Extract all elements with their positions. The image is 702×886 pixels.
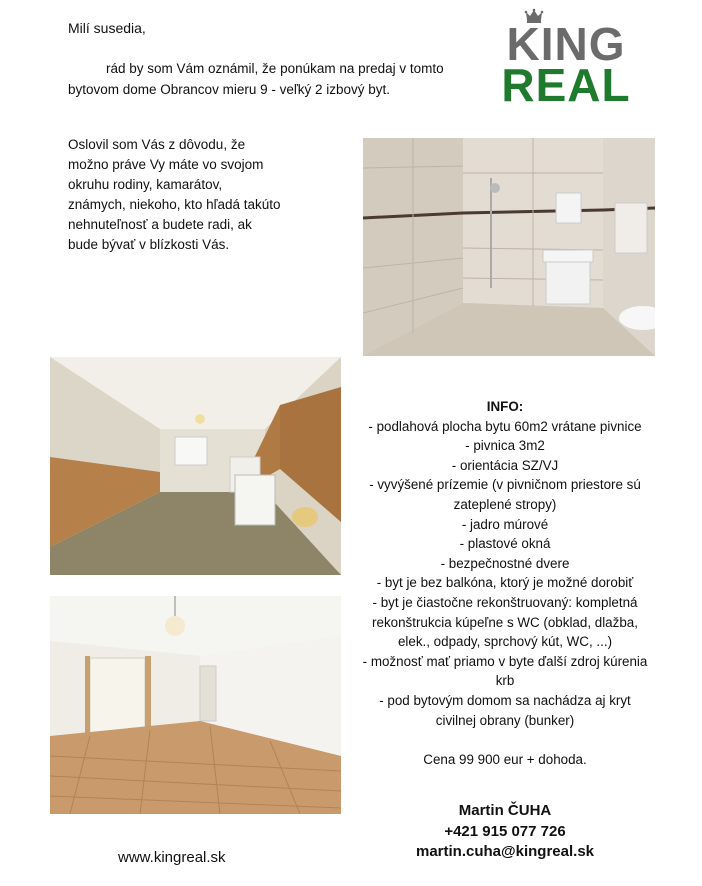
info-item: - orientácia SZ/VJ	[451, 457, 559, 473]
info-item: - pivnica 3m2	[465, 438, 545, 454]
contact-email[interactable]: martin.cuha@kingreal.sk	[415, 843, 595, 860]
logo-text-real: REAL	[501, 59, 631, 104]
crown-logo-icon	[486, 8, 646, 104]
logo-text-king: KING	[506, 18, 626, 70]
info-item: - byt je bez balkóna, ktorý je možné dorobiť	[376, 575, 634, 591]
info-item: - podlahová plocha bytu 60m2 vrátane pivnice	[368, 418, 642, 434]
info-item: - vyvýšené prízemie (v pivničnom priestore sú zateplené stropy)	[369, 477, 641, 512]
bathroom-photo	[363, 138, 655, 356]
living-room-photo	[50, 596, 341, 814]
contact-phone[interactable]: +421 915 077 726	[444, 822, 566, 840]
info-item: - byt je čiastočne rekonštruovaný: kompletná rekonštrukcia kúpeľne s WC (obklad, dlažba, elek., odpady, sprchový kút, WC, ...)	[372, 594, 638, 650]
contact-name: Martin ČUHA	[458, 802, 552, 819]
king-real-logo	[486, 8, 646, 104]
info-item: - pod bytovým domom sa nachádza aj kryt civilnej obrany (bunker)	[379, 692, 631, 728]
kitchen-hallway-photo	[50, 357, 341, 575]
info-title: INFO:	[486, 399, 524, 414]
info-item: - plastové okná	[459, 536, 551, 552]
info-item: - možnosť mať priamo v byte ďalší zdroj kúrenia krb	[362, 653, 648, 689]
intro-paragraph: rád by som Vám oznámil, že ponúkam na predaj v tomto bytovom dome Obrancov mieru 9 - veľký 2 izbový byt.	[68, 61, 444, 97]
info-item: - bezpečnostné dvere	[440, 555, 570, 571]
info-section	[358, 397, 652, 730]
greeting: Milí susedia,	[68, 20, 146, 36]
contact-block	[358, 801, 652, 863]
website-link[interactable]: www.kingreal.sk	[118, 849, 226, 866]
reason-paragraph: Oslovil som Vás z dôvodu, že možno práve Vy máte vo svojom okruhu rodiny, kamarátov, známych, niekoho, kto hľadá takúto nehnuteľnosť a budete radi, ak bude bývať v blízkosti Vás.	[68, 137, 281, 252]
price: Cena 99 900 eur + dohoda.	[423, 752, 587, 767]
info-item: - jadro múrové	[461, 516, 549, 532]
